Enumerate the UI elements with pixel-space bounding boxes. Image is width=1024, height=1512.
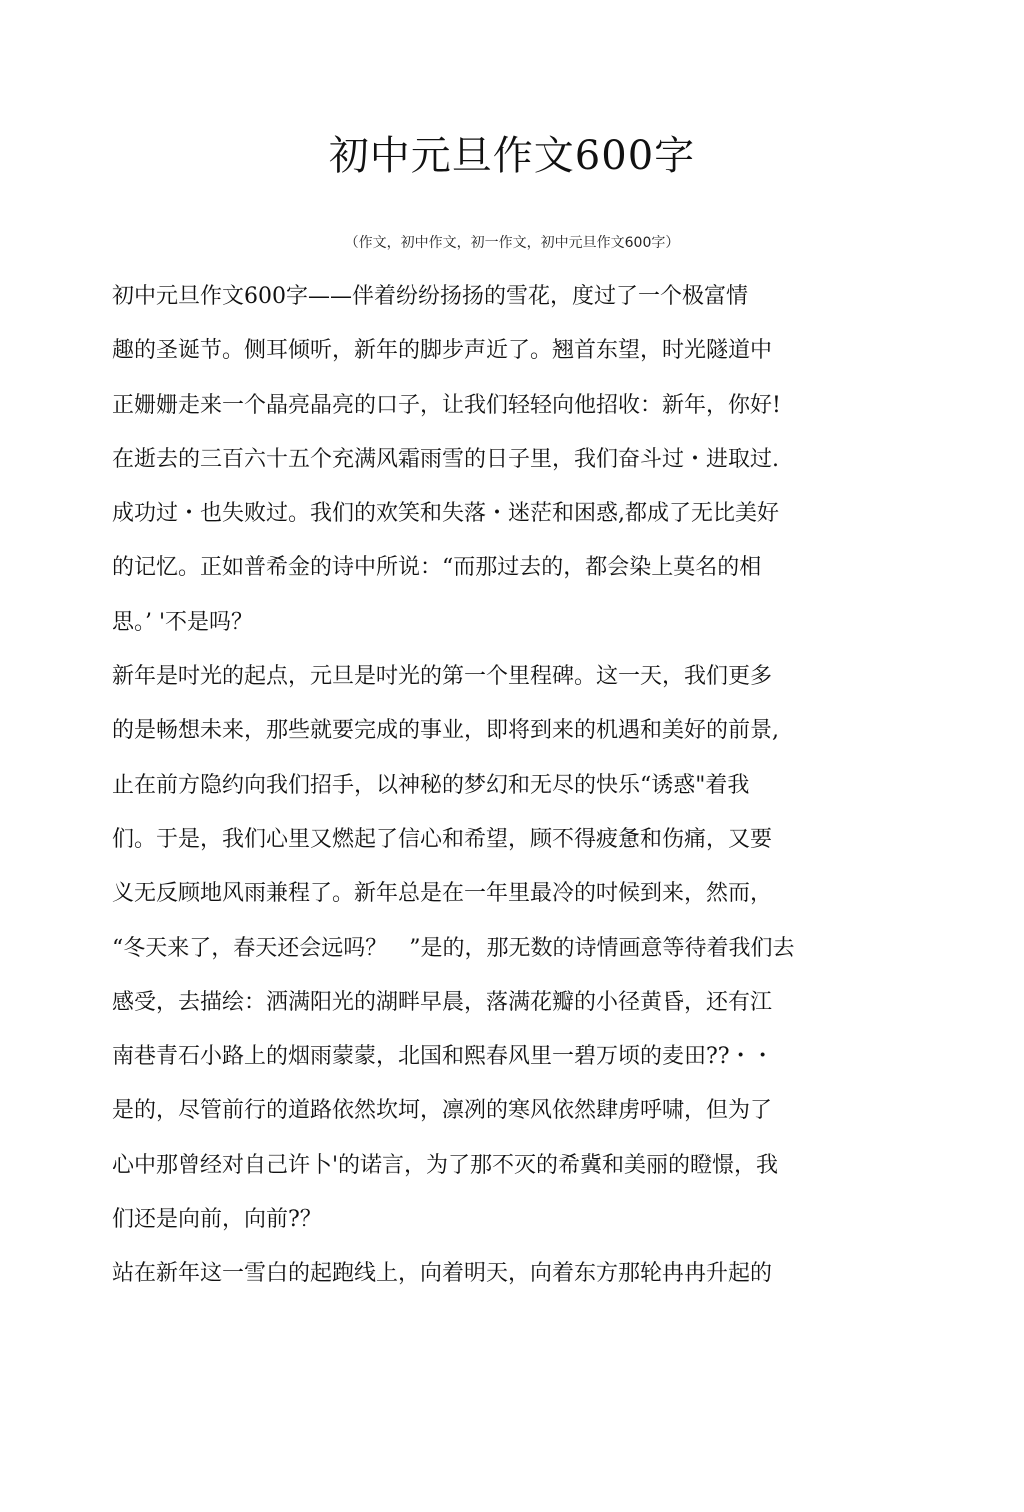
body-text-line: 思。’ '不是吗？ [112, 609, 254, 635]
document-body [112, 274, 912, 1306]
body-text-line: 南巷青石小路上的烟雨蒙蒙，北国和熙春风里一碧万顷的麦田??・・ [112, 1044, 774, 1070]
document-keywords: （作文，初中作文，初一作文，初中元旦作文600字） [344, 235, 680, 251]
body-text-line: 的记忆。正如普希金的诗中所说：“而那过去的，都会染上莫名的相 [112, 555, 762, 581]
body-text-line: 心中那曾经对自己许卜'的诺言，为了那不灭的希冀和美丽的瞪憬，我 [112, 1152, 779, 1178]
body-text-line: 成功过・也失败过。我们的欢笑和失落・迷茫和困惑,都成了无比美好 [112, 501, 779, 527]
body-text-line: 感受，去描绘：洒满阳光的湖畔早晨，落满花瓣的小径黄昏，还有江 [112, 989, 773, 1015]
body-text-line: 趣的圣诞节。侧耳倾听，新年的脚步声近了。翘首东望，时光隧道中 [112, 338, 773, 364]
body-text-line: 在逝去的三百六十五个充满风霜雨雪的日子里，我们奋斗过・进取过. [112, 446, 779, 472]
body-text-line: 新年是吋光的起点，元旦是吋光的第一个里程碑。这一天，我们更多 [112, 664, 773, 690]
body-text-line: 们还是向前，向前?？ [112, 1207, 322, 1233]
body-text-line: 义无反顾地风雨兼程了。新年总是在一年里最冷的吋候到来，然而， [112, 881, 773, 907]
body-text-line: 止在前方隐约向我们招手，以神秘的梦幻和无尽的快乐“诱惑"着我 [112, 772, 750, 798]
body-text-line: 是的，尽管前行的道路依然坎坷，凛冽的寒风依然肆虏呼啸，但为了 [112, 1098, 773, 1124]
body-text-line: 站在新年这一雪白的起跑线上，向着明天，向着东方那轮冉冉升起的 [112, 1261, 773, 1287]
body-text-line: 初中元旦作文600字——伴着纷纷扬扬的雪花，度过了一个极富情 [112, 284, 748, 309]
body-text-line: “冬天来了，春天还会远吗？ ”是的，那无数的诗情画意等待着我们去 [112, 935, 795, 961]
body-text-line: 们。于是，我们心里又燃起了信心和希望，顾不得疲惫和伤痛，又要 [112, 826, 773, 852]
document-title: 初中元旦作文600字 [328, 133, 696, 179]
body-text-line: 正姗姗走来一个晶亮晶亮的口子，让我们轻轻向他招收：新年，你好! [112, 392, 781, 418]
body-text-line: 的是畅想未来，那些就要完成的事业，即将到来的机遇和美好的前景, [112, 718, 779, 744]
